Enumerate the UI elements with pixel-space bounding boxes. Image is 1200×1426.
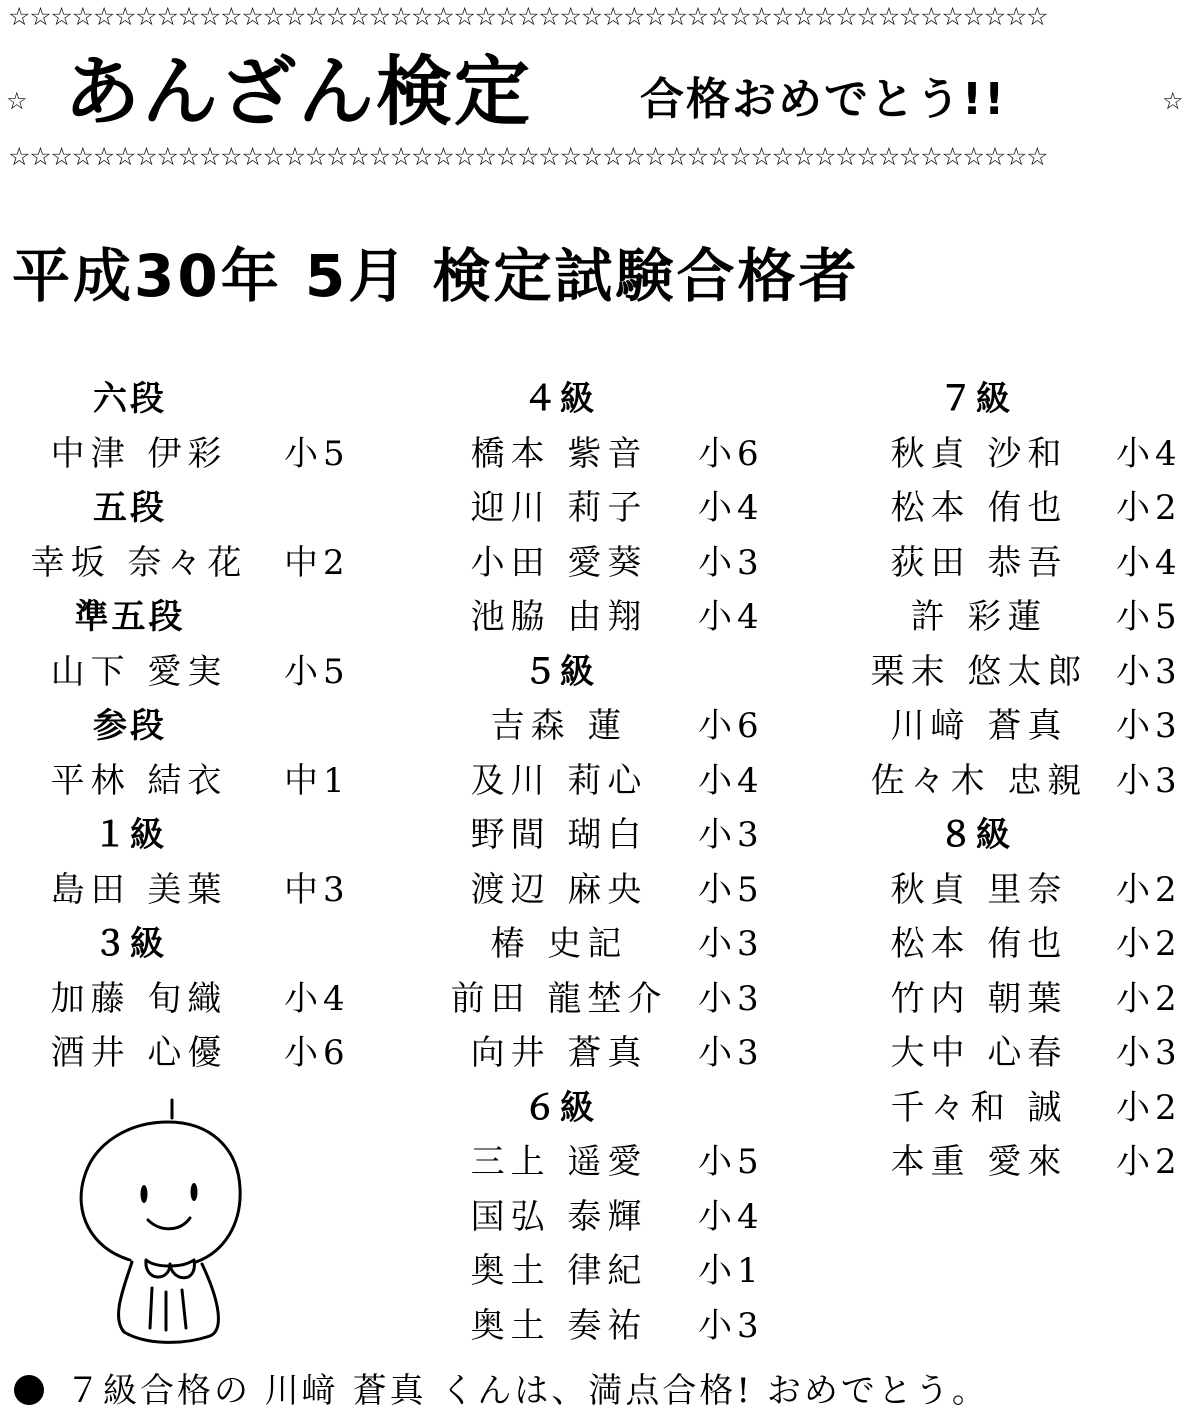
grade-row [0, 917, 400, 972]
passer-row [840, 536, 1200, 591]
passer-school-year: 小6 [284, 1033, 350, 1073]
passer-name: 松本 侑也 [890, 488, 1068, 528]
passer-name: 三上 遥愛 [470, 1142, 648, 1182]
star-border-top: ☆☆☆☆☆☆☆☆☆☆☆☆☆☆☆☆☆☆☆☆☆☆☆☆☆☆☆☆☆☆☆☆☆☆☆☆☆☆☆☆☆☆☆☆☆☆☆☆☆ [8, 2, 1048, 31]
passer-school-year: 中2 [284, 542, 350, 583]
passer-row [840, 917, 1200, 972]
passer-school-year: 小4 [698, 1196, 764, 1237]
passer-school-year: 小3 [698, 542, 764, 583]
passer-row [840, 481, 1200, 536]
passer-row [420, 917, 820, 972]
passer-name: 奥土 律紀 [470, 1251, 648, 1291]
passer-name: 野間 瑚白 [470, 815, 648, 855]
grade-row [840, 372, 1200, 427]
passer-school-year: 小2 [1116, 924, 1182, 964]
passer-row [420, 1190, 820, 1245]
passer-name: 奥土 奏祐 [470, 1305, 648, 1346]
grade-row [840, 808, 1200, 863]
passer-row [420, 481, 820, 536]
passer-school-year: 小3 [1116, 760, 1182, 801]
passer-school-year: 小6 [698, 433, 764, 474]
footer-note [14, 1366, 989, 1416]
passer-row [420, 1135, 820, 1190]
passer-name: 川﨑 蒼真 [890, 706, 1068, 746]
passer-row [840, 699, 1200, 754]
passer-name: 竹内 朝葉 [890, 978, 1068, 1019]
grade-label: 参段 [93, 706, 167, 746]
passer-school-year: 中1 [284, 760, 350, 801]
passer-row [0, 536, 400, 591]
passer-row [0, 427, 400, 482]
passer-name: 本重 愛來 [890, 1142, 1068, 1182]
passer-name: 中津 伊彩 [50, 433, 228, 474]
passer-row [840, 1135, 1200, 1190]
passer-name: 椿 史記 [490, 924, 628, 964]
passer-row [840, 590, 1200, 645]
passer-school-year: 小4 [698, 597, 764, 637]
passer-name: 荻田 恭吾 [890, 542, 1068, 583]
passer-row [420, 590, 820, 645]
passer-school-year: 小3 [1116, 1033, 1182, 1073]
passer-name: 前田 龍埜介 [450, 978, 668, 1019]
results-column-1 [0, 372, 400, 1081]
passer-school-year: 小3 [698, 1305, 764, 1346]
grade-row [0, 699, 400, 754]
passer-name: 池脇 由翔 [470, 597, 648, 637]
results-column-2 [420, 372, 820, 1353]
passer-school-year: 小3 [698, 815, 764, 855]
passer-name: 国弘 泰輝 [470, 1196, 648, 1237]
passer-school-year: 小4 [698, 488, 764, 528]
passer-row [420, 808, 820, 863]
page-heading: 平成30年 5月 検定試験合格者 [12, 242, 860, 310]
star-right-icon: ☆ [1162, 87, 1184, 115]
passer-name: 迎川 莉子 [470, 488, 648, 528]
passer-name: 秋貞 里奈 [890, 869, 1068, 910]
bullet-icon [14, 1375, 44, 1405]
footer-text: ７級合格の 川﨑 蒼真 くんは、満点合格! おめでとう。 [66, 1371, 989, 1411]
passer-name: 橋本 紫音 [470, 433, 648, 474]
passer-row [840, 863, 1200, 918]
grade-row [420, 645, 820, 700]
passer-school-year: 小4 [1116, 542, 1182, 583]
star-left-icon: ☆ [6, 87, 28, 115]
passer-name: 小田 愛葵 [470, 542, 648, 583]
subtitle: 合格おめでとう!! [640, 74, 1007, 125]
grade-row [420, 1081, 820, 1136]
passer-name: 佐々木 忠親 [870, 760, 1088, 801]
passer-row [420, 754, 820, 809]
passer-name: 及川 莉心 [470, 760, 648, 801]
grade-label: 六段 [93, 379, 167, 419]
passer-name: 山下 愛実 [50, 651, 228, 692]
passer-school-year: 小4 [698, 760, 764, 801]
passer-school-year: 小2 [1116, 978, 1182, 1019]
passer-row [840, 1081, 1200, 1136]
main-title: あんざん検定 [64, 47, 532, 136]
grade-label: ４級 [523, 379, 597, 419]
passer-row [0, 1026, 400, 1081]
star-border-bottom: ☆☆☆☆☆☆☆☆☆☆☆☆☆☆☆☆☆☆☆☆☆☆☆☆☆☆☆☆☆☆☆☆☆☆☆☆☆☆☆☆☆☆☆☆☆☆☆☆☆ [8, 142, 1048, 171]
passer-row [420, 972, 820, 1027]
passer-school-year: 小6 [698, 706, 764, 746]
passer-row [420, 536, 820, 591]
passer-school-year: 小3 [1116, 706, 1182, 746]
passer-school-year: 小4 [1116, 433, 1182, 474]
passer-name: 許 彩蓮 [910, 597, 1048, 637]
grade-label: ７級 [939, 379, 1013, 419]
passer-name: 大中 心春 [890, 1033, 1068, 1073]
passer-row [420, 427, 820, 482]
passer-school-year: 小5 [698, 869, 764, 910]
teru-teru-bozu-icon [60, 1092, 260, 1352]
grade-label: ５級 [523, 651, 597, 692]
passer-name: 加藤 旬織 [50, 978, 228, 1019]
grade-row [0, 372, 400, 427]
passer-name: 島田 美葉 [50, 869, 228, 910]
grade-row [0, 808, 400, 863]
passer-name: 向井 蒼真 [470, 1033, 648, 1073]
passer-name: 吉森 蓮 [490, 706, 628, 746]
passer-name: 渡辺 麻央 [470, 869, 648, 910]
passer-name: 幸坂 奈々花 [30, 542, 248, 583]
passer-school-year: 小5 [284, 433, 350, 474]
passer-school-year: 小3 [1116, 651, 1182, 692]
results-column-3 [840, 372, 1200, 1190]
grade-row [0, 590, 400, 645]
passer-name: 酒井 心優 [50, 1033, 228, 1073]
passer-school-year: 小2 [1116, 1142, 1182, 1182]
passer-row [420, 1026, 820, 1081]
passer-name: 秋貞 沙和 [890, 433, 1068, 474]
passer-row [840, 754, 1200, 809]
passer-row [840, 1026, 1200, 1081]
passer-row [840, 645, 1200, 700]
passer-name: 千々和 誠 [890, 1087, 1068, 1128]
passer-school-year: 小3 [698, 924, 764, 964]
passer-school-year: 小5 [698, 1142, 764, 1182]
passer-school-year: 小5 [284, 651, 350, 692]
passer-name: 平林 結衣 [50, 760, 228, 801]
passer-school-year: 小4 [284, 978, 350, 1019]
grade-label: ６級 [523, 1087, 597, 1128]
passer-row [420, 1244, 820, 1299]
passer-row [0, 754, 400, 809]
passer-name: 松本 侑也 [890, 924, 1068, 964]
grade-label: ３級 [93, 924, 167, 964]
passer-row [0, 972, 400, 1027]
passer-school-year: 小3 [698, 978, 764, 1019]
passer-row [420, 699, 820, 754]
grade-row [0, 481, 400, 536]
passer-school-year: 小2 [1116, 488, 1182, 528]
passer-row [840, 972, 1200, 1027]
passer-school-year: 小3 [698, 1033, 764, 1073]
passer-row [420, 863, 820, 918]
passer-school-year: 小2 [1116, 869, 1182, 910]
passer-school-year: 小1 [698, 1251, 764, 1291]
passer-school-year: 小2 [1116, 1087, 1182, 1128]
passer-row [0, 863, 400, 918]
grade-label: ８級 [939, 815, 1013, 855]
passer-row [840, 427, 1200, 482]
grade-label: 準五段 [74, 597, 186, 637]
passer-school-year: 中3 [284, 869, 350, 910]
passer-name: 栗末 悠太郎 [870, 651, 1088, 692]
grade-label: 五段 [93, 488, 167, 528]
passer-row [420, 1299, 820, 1354]
grade-label: １級 [93, 815, 167, 855]
grade-row [420, 372, 820, 427]
passer-school-year: 小5 [1116, 597, 1182, 637]
passer-row [0, 645, 400, 700]
